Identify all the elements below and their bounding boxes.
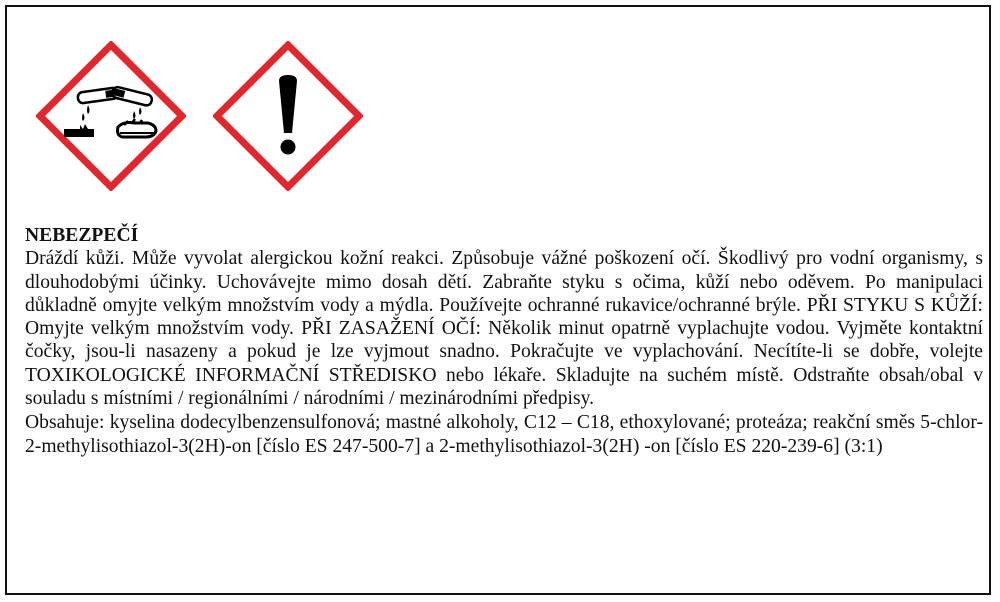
ghs05-corrosion-icon (36, 41, 186, 191)
composition-statement: Obsahuje: kyselina dodecylbenzensulfonová; mastné alkoholy, C12 – C18, ethoxylované; proteáza; reakční směs 5-chlor-2-methylisothiazol-3(2H)-on [číslo ES 247-500-7] a 2-methylisothiazol-3(2H) -on [číslo ES 220-239-6] (3:1) (25, 412, 983, 457)
ghs07-exclamation-mark-icon (213, 41, 363, 191)
hazard-label (5, 5, 991, 595)
signal-word: NEBEZPEČÍ (25, 225, 139, 246)
hazard-statements: Dráždí kůži. Může vyvolat alergickou kožní reakci. Způsobuje vážné poškození očí. Škodlivý pro vodní organismy, s dlouhodobými účinky. Uchovávejte mimo dosah dětí. Zabraňte styku s očima, kůží nebo oděvem. Po manipulaci důkladně omyjte velkým množstvím vody a mýdla. Používejte ochranné rukavice/ochranné brýle. PŘI STYKU S KŮŽÍ: Omyjte velkým množstvím vody. PŘI ZASAŽENÍ OČÍ: Několik minut opatrně vyplachujte vodou. Vyjměte kontaktní čočky, jsou-li nasazeny a pokud je lze vyjmout snadno. Pokračujte ve vyplachování. Necítíte-li se dobře, volejte TOXIKOLOGICKÉ INFORMAČNÍ STŘEDISKO nebo lékaře. Skladujte na suchém místě. Odstraňte obsah/obal v souladu s místními / regionálními / národními / mezinárodními předpisy. (25, 248, 983, 410)
label-text (25, 224, 983, 458)
